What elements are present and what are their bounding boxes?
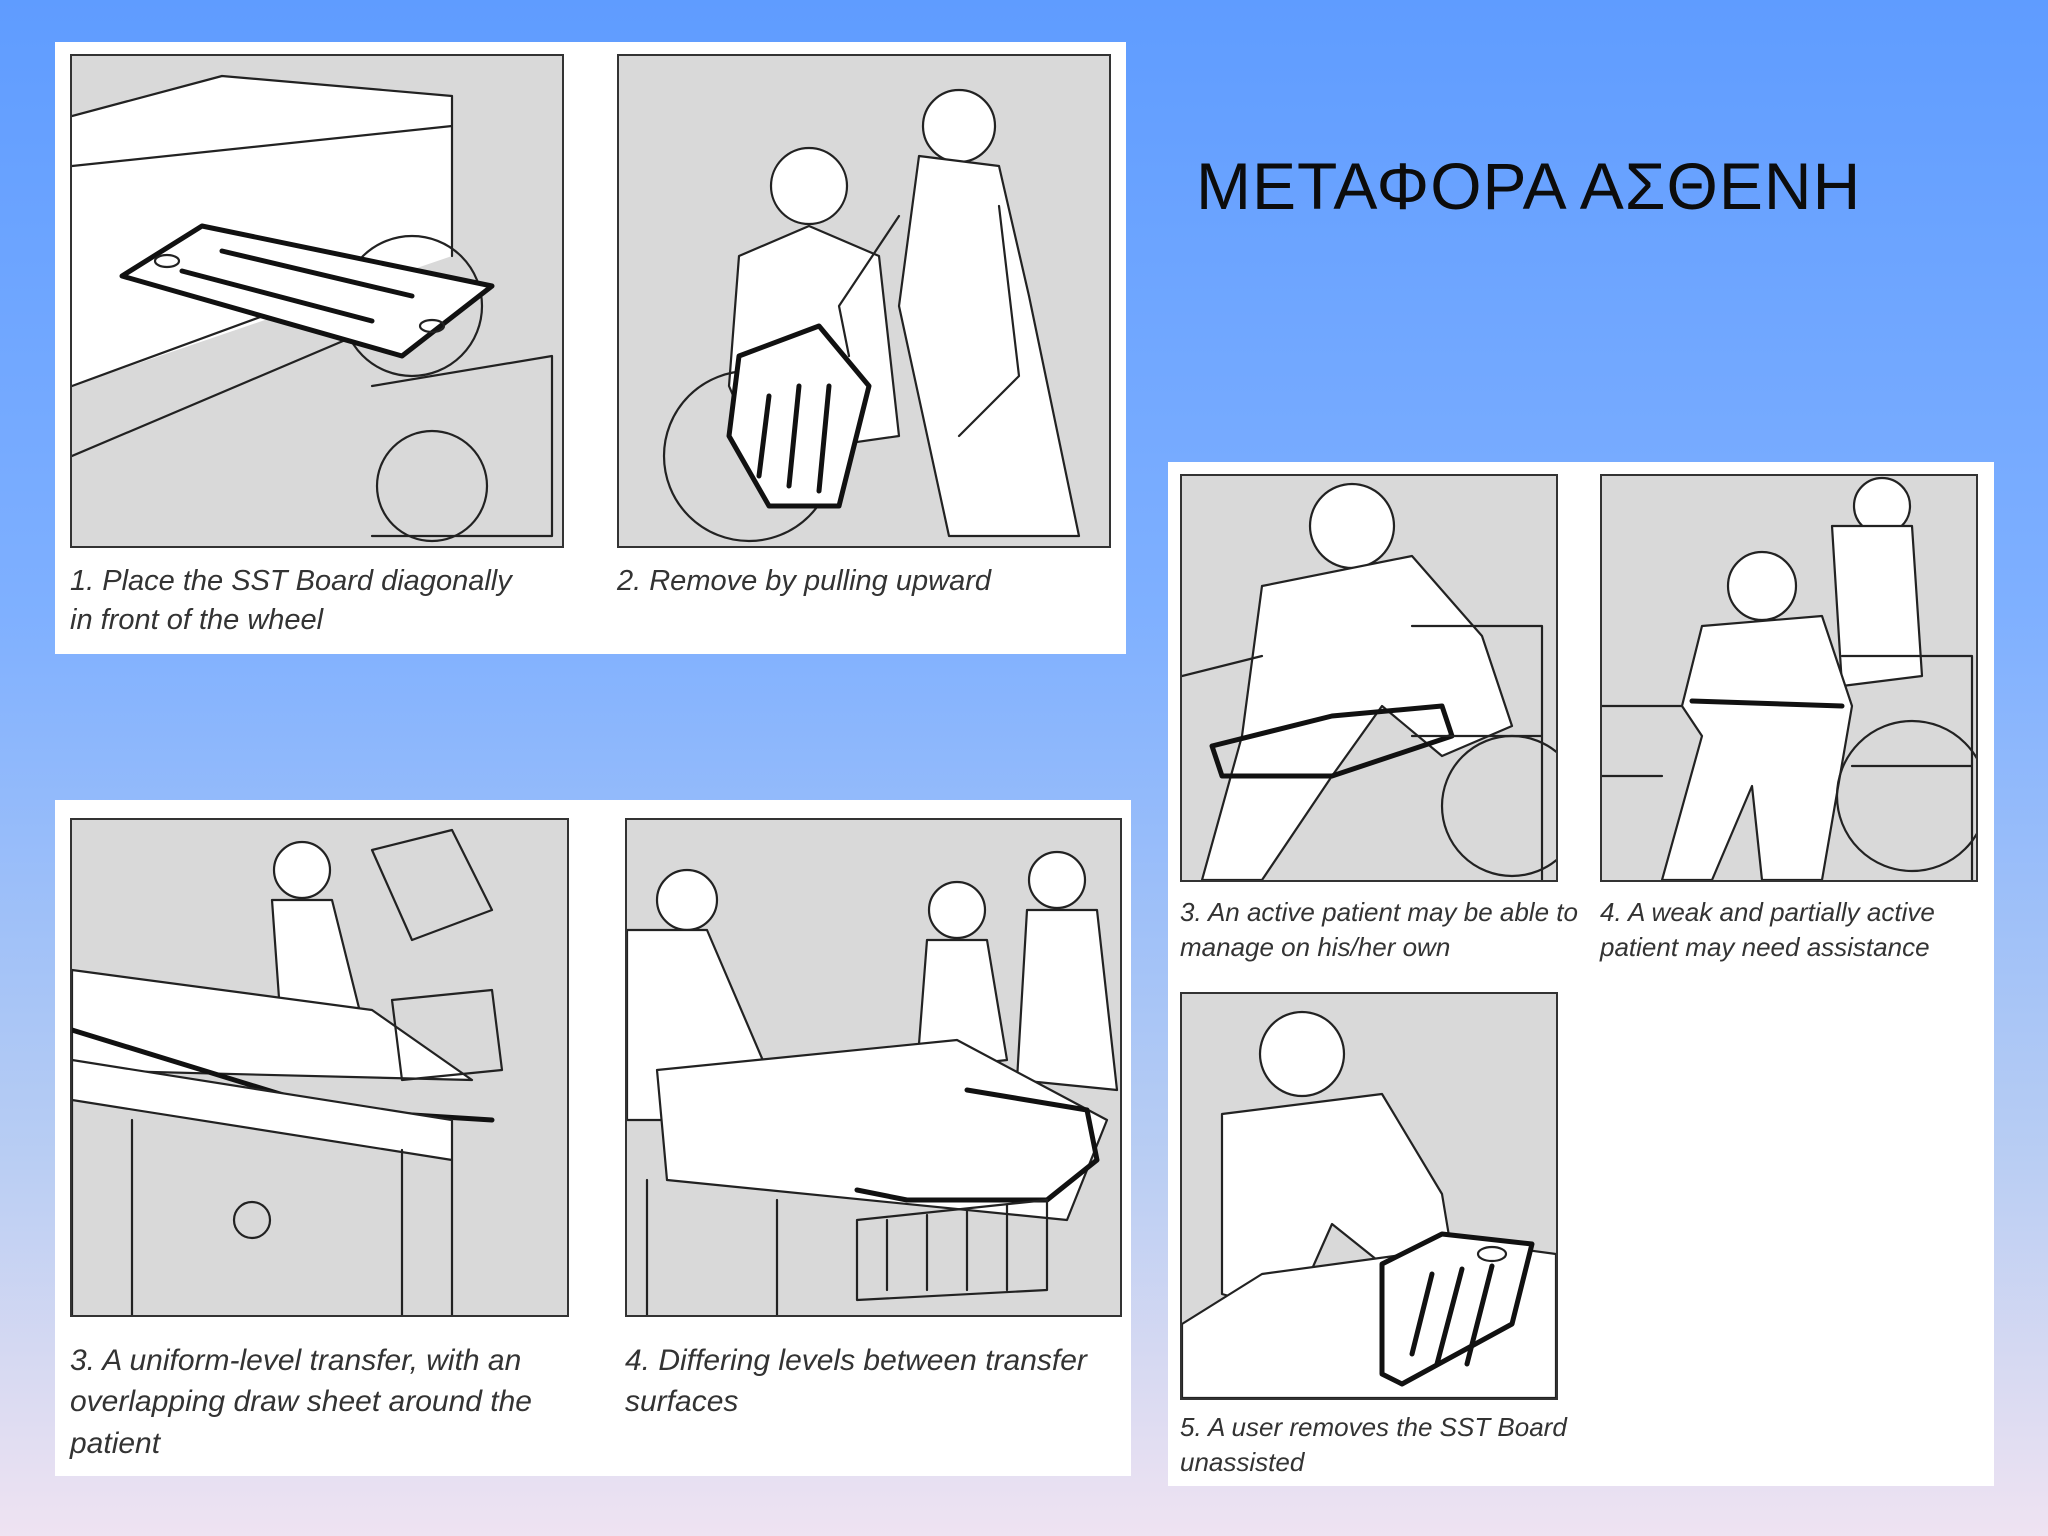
illustration-card-board-placement <box>55 42 1126 654</box>
slide-title: ΜΕΤΑΦΟΡΑ ΑΣΘΕΝΗ <box>1196 149 1862 223</box>
caption-uniform-level: 3. A uniform-level transfer, with an overlapping draw sheet around the patient <box>70 1344 532 1460</box>
illustration-user-removes-board <box>1180 992 1558 1400</box>
caption-active-patient: 3. An active patient may be able to manage on his/her own <box>1180 897 1578 963</box>
illustration-differing-levels-transfer <box>625 818 1122 1317</box>
illustration-assisted-patient <box>1600 474 1978 882</box>
caption-differing-levels: 4. Differing levels between transfer surfaces <box>625 1344 1087 1419</box>
illustration-uniform-level-transfer <box>70 818 569 1317</box>
caption-assisted-patient: 4. A weak and partially active patient may need assistance <box>1600 897 1935 963</box>
illustration-board-diagonal <box>70 54 564 548</box>
caption-user-removes-board: 5. A user removes the SST Board unassisted <box>1180 1412 1567 1478</box>
illustration-card-bed-transfer <box>55 800 1131 1476</box>
caption-step-2: 2. Remove by pulling upward <box>617 565 991 597</box>
illustration-board-removal <box>617 54 1111 548</box>
caption-step-1: 1. Place the SST Board diagonally in front of the wheel <box>70 565 512 637</box>
illustration-active-patient <box>1180 474 1558 882</box>
illustration-card-patient-activity <box>1168 462 1994 1486</box>
